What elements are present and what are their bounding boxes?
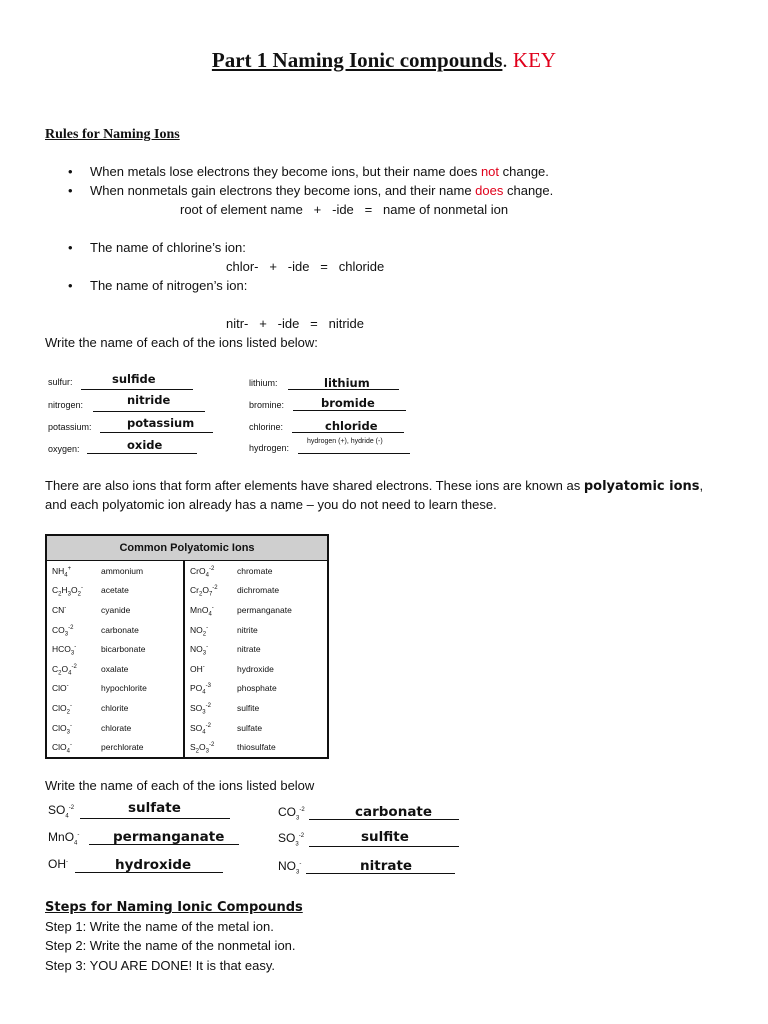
answer-line [293,410,406,411]
answer-line [81,389,193,390]
bullet-nonmetals-text: When nonmetals gain electrons they become ions, and their name [90,183,476,198]
ion-answer: sulfide [112,372,156,386]
ion-answer: hydrogen (+), hydride (-) [307,438,383,445]
step-2: Step 2: Write the name of the nonmetal ion. [45,938,296,953]
answer-line [309,846,459,847]
answer-line [80,818,230,819]
formula-label: $SO_3^{-2}$ [278,831,305,848]
ion-formula: $PO_4^{-3}$ [190,683,211,697]
ion-name: chromate [237,565,273,576]
bullet-chlorine: • The name of chlorine’s ion: [90,240,246,255]
ion-name: dichromate [237,585,280,596]
ion-answer: oxide [127,438,163,452]
formula-label: $SO_4^{-2}$ [48,803,75,820]
ion-answer: potassium [127,416,195,430]
table-row [46,679,328,699]
poly-answer: carbonate [355,804,433,820]
ion-formula: $CO_3^{-2}$ [52,624,74,638]
bullet-nonmetals [90,183,553,198]
ion-name: acetate [96,581,184,601]
ion-formula: ClO$_2$- [52,702,72,716]
instruction-polyatomic: Write the name of each of the ions listed below [45,778,315,793]
table-row [46,659,328,679]
page-title [0,48,768,73]
answer-line [87,453,197,454]
ion-label: nitrogen: [48,400,84,410]
ion-name: perchlorate [96,737,184,758]
ion-formula: $C_2H_3O_2^-$ [52,585,83,599]
table-row [46,561,328,581]
ion-formula: CN- [52,604,67,615]
step-3: Step 3: YOU ARE DONE! It is that easy. [45,958,276,973]
bullet-nonmetals-end: change. [503,183,554,198]
ion-formula: ClO- [52,683,69,694]
ion-name: hypochlorite [96,679,184,699]
bullet-metals-red: not [480,164,500,179]
ion-label: lithium: [249,378,278,388]
rules-heading: Rules for Naming Ions [45,127,180,142]
poly-answer: sulfate [128,800,181,816]
ion-name: ammonium [96,561,184,581]
ion-formula: $HCO_3^-$ [52,644,77,657]
title-main: Part 1 Naming Ionic compounds [211,48,503,72]
title-period: . [502,48,508,72]
table-row [46,581,328,601]
ion-formula: $SO_3^{-2}$ [190,702,211,716]
ion-name: sulfite [237,702,260,713]
table-title: Common Polyatomic Ions [46,535,328,561]
poly-answer: nitrate [360,858,413,874]
table-row [46,698,328,718]
ion-name: permanganate [237,604,292,615]
ion-name: sulfate [237,722,263,733]
poly-answer: sulfite [361,829,409,845]
ion-name: chlorate [96,718,184,738]
ion-answer: chloride [325,419,378,433]
table-row [46,737,328,758]
ion-formula: ClO$_4$- [52,742,72,755]
bullet-metals [90,164,549,179]
ion-name: bicarbonate [96,639,184,659]
ion-formula: ClO$_3$- [52,722,72,736]
steps-heading: Steps for Naming Ionic Compounds [45,900,303,915]
formula-line: root of element name + -ide = name of nonmetal ion [180,202,509,217]
title-key: KEY [512,48,557,72]
ion-formula: $Cr_2O_7^{-2}$ [190,585,218,599]
table-row [46,600,328,620]
table-row [46,639,328,659]
instruction-ions: Write the name of each of the ions listed below: [45,335,318,350]
poly-para-text: There are also ions that form after elements have shared electrons. These ions are known as [45,478,584,493]
ion-formula: $NO_3^-$ [190,644,209,657]
step-1: Step 1: Write the name of the metal ion. [45,919,274,934]
ion-name: carbonate [96,620,184,640]
ion-name: chlorite [96,698,184,718]
polyatomic-paragraph-line2: and each polyatomic ion already has a name – you do not need to learn these. [45,497,497,512]
ion-name: phosphate [237,683,277,694]
ion-name: cyanide [96,600,184,620]
poly-para-bold: polyatomic ions [583,479,700,494]
ion-answer: bromide [321,396,375,410]
bullet-nonmetals-red: does [475,183,504,198]
ion-name: nitrate [237,644,261,655]
ion-formula: $NH_4^+$ [52,565,72,579]
poly-answer: permanganate [113,829,225,845]
answer-line [298,453,410,454]
polyatomic-paragraph-line1 [45,478,703,494]
answer-line [100,432,213,433]
ion-label: oxygen: [48,444,80,454]
ion-name: hydroxide [237,663,274,674]
ion-formula: OH- [190,663,205,674]
ion-formula: $NO_2^-$ [190,624,209,638]
ion-formula: $S_2O_3^{-2}$ [190,742,215,755]
bullet-metals-end: change. [499,164,549,179]
ion-label: hydrogen: [249,443,290,453]
formula-label: OH- [48,857,69,871]
ion-formula: CrO$_4^{-2}$ [190,565,215,579]
polyatomic-ions-table [45,534,329,759]
ion-formula: MnO$_4$- [190,604,214,618]
bullet-nitrogen: • The name of nitrogen’s ion: [90,278,247,293]
ion-answer: lithium [324,376,370,390]
answer-line [93,411,205,412]
ion-formula: $SO_4^{-2}$ [190,722,211,736]
table-row [46,620,328,640]
formula-label: MnO$_4$- [48,830,80,847]
poly-answer: hydroxide [115,857,192,873]
table-row [46,718,328,738]
nitrogen-equation: nitr- + -ide = nitride [226,316,364,331]
formula-label: $NO_3^-$ [278,859,302,876]
ion-name: thiosulfate [237,742,276,753]
ion-label: chlorine: [249,422,284,432]
ion-formula: $C_2O_4^{-2}$ [52,663,77,677]
bullet-metals-text: When metals lose electrons they become ions, but their name does [90,164,481,179]
poly-para-comma: , [699,478,704,493]
ion-label: bromine: [249,400,285,410]
chlorine-equation: chlor- + -ide = chloride [226,259,385,274]
ion-label: sulfur: [48,377,73,387]
ion-label: potassium: [48,422,92,432]
ion-name: oxalate [96,659,184,679]
ion-answer: nitride [127,393,171,407]
formula-label: $CO_3^{-2}$ [278,805,305,822]
ion-name: nitrite [237,624,258,635]
